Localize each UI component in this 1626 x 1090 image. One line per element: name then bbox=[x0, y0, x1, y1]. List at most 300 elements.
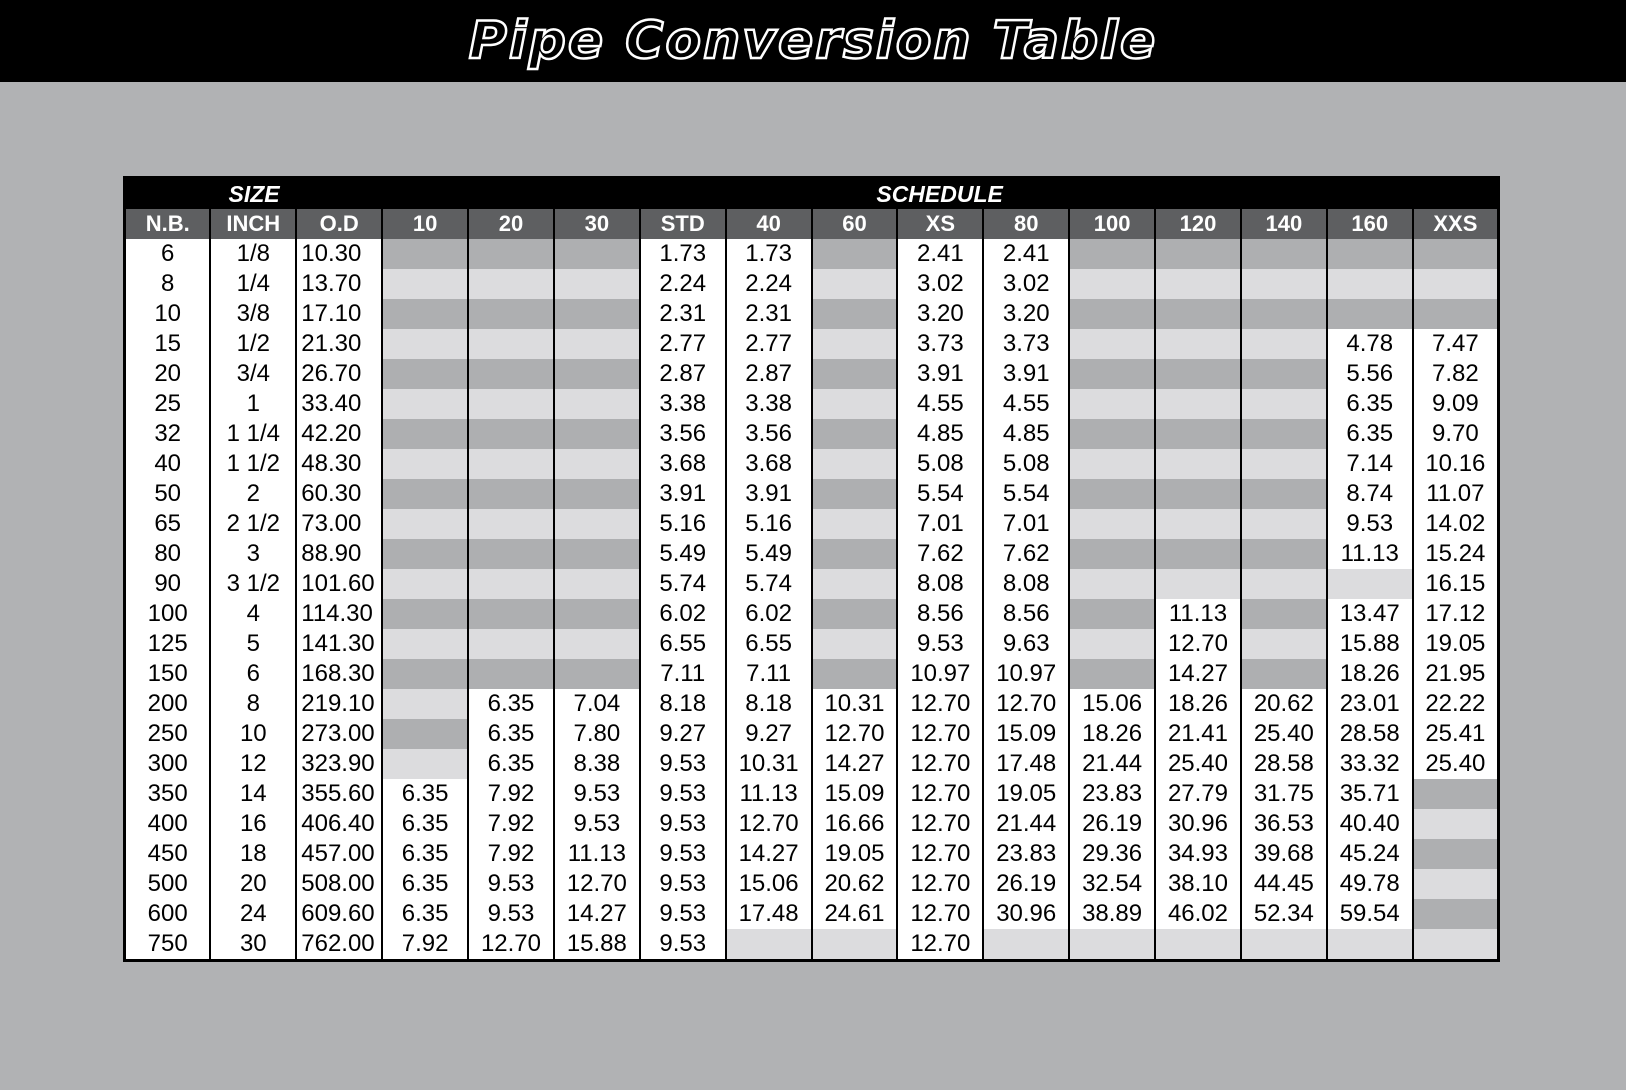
table-cell: 23.83 bbox=[983, 839, 1069, 869]
table-cell bbox=[1413, 299, 1499, 329]
table-cell: 323.90 bbox=[296, 749, 382, 779]
table-cell: 3.02 bbox=[983, 269, 1069, 299]
table-cell: 6 bbox=[210, 659, 296, 689]
table-cell: 9.70 bbox=[1413, 419, 1499, 449]
table-cell: 26.19 bbox=[1069, 809, 1155, 839]
table-cell: 355.60 bbox=[296, 779, 382, 809]
table-cell bbox=[812, 539, 898, 569]
table-cell: 9.53 bbox=[640, 779, 726, 809]
table-cell: 450 bbox=[125, 839, 211, 869]
table-cell: 52.34 bbox=[1241, 899, 1327, 929]
table-cell bbox=[812, 659, 898, 689]
table-cell: 12.70 bbox=[897, 839, 983, 869]
table-cell: 9.63 bbox=[983, 629, 1069, 659]
table-cell bbox=[1413, 269, 1499, 299]
table-cell: 6.55 bbox=[640, 629, 726, 659]
table-cell: 4.85 bbox=[983, 419, 1069, 449]
table-cell: 26.70 bbox=[296, 359, 382, 389]
table-cell bbox=[1327, 269, 1413, 299]
table-cell: 1.73 bbox=[640, 239, 726, 269]
table-cell: 20.62 bbox=[1241, 689, 1327, 719]
table-cell bbox=[1069, 239, 1155, 269]
table-cell: 8.18 bbox=[640, 689, 726, 719]
table-cell bbox=[468, 539, 554, 569]
table-cell: 8.08 bbox=[897, 569, 983, 599]
table-cell: 3/8 bbox=[210, 299, 296, 329]
table-cell bbox=[554, 659, 640, 689]
table-cell: 20 bbox=[210, 869, 296, 899]
table-cell bbox=[1069, 539, 1155, 569]
table-cell: 28.58 bbox=[1241, 749, 1327, 779]
table-cell: 1 1/2 bbox=[210, 449, 296, 479]
table-cell: 7.92 bbox=[382, 929, 468, 961]
table-cell bbox=[1069, 269, 1155, 299]
table-cell: 6.55 bbox=[726, 629, 812, 659]
table-cell: 12.70 bbox=[554, 869, 640, 899]
table-cell: 7.92 bbox=[468, 779, 554, 809]
table-cell: 150 bbox=[125, 659, 211, 689]
table-cell: 11.13 bbox=[726, 779, 812, 809]
table-row bbox=[125, 539, 1499, 569]
table-cell: 3.02 bbox=[897, 269, 983, 299]
table-cell: 400 bbox=[125, 809, 211, 839]
table-cell: 300 bbox=[125, 749, 211, 779]
table-cell: 19.05 bbox=[983, 779, 1069, 809]
table-cell bbox=[812, 299, 898, 329]
table-cell: 9.53 bbox=[897, 629, 983, 659]
table-cell bbox=[1155, 329, 1241, 359]
table-cell: 9.53 bbox=[1327, 509, 1413, 539]
table-cell bbox=[1241, 239, 1327, 269]
table-cell: 10 bbox=[210, 719, 296, 749]
size-group-header: SIZE bbox=[125, 178, 383, 210]
table-cell: 3.38 bbox=[640, 389, 726, 419]
table-cell: 3 1/2 bbox=[210, 569, 296, 599]
table-cell: 2.31 bbox=[640, 299, 726, 329]
table-cell: 7.11 bbox=[640, 659, 726, 689]
table-cell: 4.55 bbox=[983, 389, 1069, 419]
table-cell bbox=[1155, 299, 1241, 329]
table-cell: 49.78 bbox=[1327, 869, 1413, 899]
table-cell bbox=[468, 359, 554, 389]
table-cell bbox=[1155, 929, 1241, 961]
table-cell: 2.24 bbox=[726, 269, 812, 299]
table-cell: 7.92 bbox=[468, 839, 554, 869]
table-cell: 9.53 bbox=[640, 749, 726, 779]
table-cell: 14.27 bbox=[1155, 659, 1241, 689]
table-cell bbox=[1327, 569, 1413, 599]
table-cell: 6.35 bbox=[382, 809, 468, 839]
table-cell: 3.91 bbox=[983, 359, 1069, 389]
table-cell: 12.70 bbox=[897, 719, 983, 749]
table-cell: 19.05 bbox=[812, 839, 898, 869]
table-cell: 59.54 bbox=[1327, 899, 1413, 929]
table-cell bbox=[468, 329, 554, 359]
table-cell bbox=[1327, 929, 1413, 961]
table-cell: 45.24 bbox=[1327, 839, 1413, 869]
table-row bbox=[125, 299, 1499, 329]
table-cell: 750 bbox=[125, 929, 211, 961]
table-row bbox=[125, 359, 1499, 389]
table-row bbox=[125, 479, 1499, 509]
table-cell bbox=[1413, 869, 1499, 899]
table-cell: 3.91 bbox=[640, 479, 726, 509]
page-title: Pipe Conversion Table bbox=[468, 11, 1158, 71]
table-cell: 6 bbox=[125, 239, 211, 269]
table-cell: 6.35 bbox=[468, 719, 554, 749]
table-cell bbox=[983, 929, 1069, 961]
table-cell bbox=[382, 629, 468, 659]
table-body bbox=[125, 239, 1499, 961]
table-cell bbox=[554, 569, 640, 599]
table-cell bbox=[812, 419, 898, 449]
table-cell: 14 bbox=[210, 779, 296, 809]
schedule-group-header: SCHEDULE bbox=[382, 178, 1498, 210]
table-cell: 10.31 bbox=[812, 689, 898, 719]
table-cell: 12.70 bbox=[897, 689, 983, 719]
table-cell: 38.89 bbox=[1069, 899, 1155, 929]
table-cell: 11.07 bbox=[1413, 479, 1499, 509]
table-cell: 5.74 bbox=[726, 569, 812, 599]
table-cell: 26.19 bbox=[983, 869, 1069, 899]
table-cell: 2 1/2 bbox=[210, 509, 296, 539]
table-cell: 35.71 bbox=[1327, 779, 1413, 809]
table-cell: 3.91 bbox=[897, 359, 983, 389]
table-cell: 5.08 bbox=[983, 449, 1069, 479]
table-cell: 32 bbox=[125, 419, 211, 449]
table-cell: 25 bbox=[125, 389, 211, 419]
table-cell: 7.62 bbox=[983, 539, 1069, 569]
table-cell: 2.41 bbox=[983, 239, 1069, 269]
column-header: INCH bbox=[210, 209, 296, 239]
table-cell bbox=[554, 599, 640, 629]
table-cell: 6.02 bbox=[640, 599, 726, 629]
table-cell: 1 1/4 bbox=[210, 419, 296, 449]
table-cell: 7.01 bbox=[897, 509, 983, 539]
table-cell: 15.88 bbox=[1327, 629, 1413, 659]
table-cell: 5.08 bbox=[897, 449, 983, 479]
column-header: 80 bbox=[983, 209, 1069, 239]
table-cell: 14.27 bbox=[554, 899, 640, 929]
table-cell: 7.82 bbox=[1413, 359, 1499, 389]
table-cell: 31.75 bbox=[1241, 779, 1327, 809]
table-cell: 7.92 bbox=[468, 809, 554, 839]
table-cell: 11.13 bbox=[554, 839, 640, 869]
table-cell: 15.24 bbox=[1413, 539, 1499, 569]
table-cell bbox=[1241, 329, 1327, 359]
table-row bbox=[125, 629, 1499, 659]
title-bar bbox=[0, 0, 1626, 82]
column-header: 120 bbox=[1155, 209, 1241, 239]
table-cell: 8 bbox=[210, 689, 296, 719]
column-header: XS bbox=[897, 209, 983, 239]
table-cell: 50 bbox=[125, 479, 211, 509]
table-cell: 12.70 bbox=[897, 929, 983, 961]
table-cell bbox=[1155, 539, 1241, 569]
table-cell bbox=[554, 449, 640, 479]
table-cell: 3.56 bbox=[726, 419, 812, 449]
table-cell: 500 bbox=[125, 869, 211, 899]
table-cell bbox=[1069, 449, 1155, 479]
table-cell: 39.68 bbox=[1241, 839, 1327, 869]
table-cell bbox=[1413, 899, 1499, 929]
table-cell bbox=[554, 269, 640, 299]
table-row bbox=[125, 869, 1499, 899]
table-cell: 12.70 bbox=[897, 869, 983, 899]
table-cell: 7.04 bbox=[554, 689, 640, 719]
table-cell: 10.16 bbox=[1413, 449, 1499, 479]
table-cell: 33.32 bbox=[1327, 749, 1413, 779]
column-header: 140 bbox=[1241, 209, 1327, 239]
table-cell: 88.90 bbox=[296, 539, 382, 569]
table-cell: 23.83 bbox=[1069, 779, 1155, 809]
table-cell: 8.74 bbox=[1327, 479, 1413, 509]
table-cell: 219.10 bbox=[296, 689, 382, 719]
table-cell: 90 bbox=[125, 569, 211, 599]
table-cell bbox=[382, 719, 468, 749]
table-cell: 40 bbox=[125, 449, 211, 479]
table-cell: 65 bbox=[125, 509, 211, 539]
table-cell: 101.60 bbox=[296, 569, 382, 599]
table-cell: 4.85 bbox=[897, 419, 983, 449]
table-cell: 17.48 bbox=[983, 749, 1069, 779]
table-row bbox=[125, 779, 1499, 809]
table-cell bbox=[1069, 299, 1155, 329]
table-cell: 3.20 bbox=[983, 299, 1069, 329]
table-cell: 7.62 bbox=[897, 539, 983, 569]
table-cell bbox=[1069, 599, 1155, 629]
table-cell: 3/4 bbox=[210, 359, 296, 389]
table-cell bbox=[468, 389, 554, 419]
table-cell: 25.41 bbox=[1413, 719, 1499, 749]
table-cell: 100 bbox=[125, 599, 211, 629]
table-cell: 44.45 bbox=[1241, 869, 1327, 899]
table-cell bbox=[1413, 239, 1499, 269]
table-row bbox=[125, 809, 1499, 839]
table-cell: 9.53 bbox=[640, 869, 726, 899]
table-cell bbox=[382, 659, 468, 689]
table-cell: 9.53 bbox=[468, 869, 554, 899]
table-cell: 273.00 bbox=[296, 719, 382, 749]
table-cell: 8.56 bbox=[897, 599, 983, 629]
table-cell bbox=[468, 599, 554, 629]
table-row bbox=[125, 749, 1499, 779]
table-cell bbox=[554, 479, 640, 509]
table-cell: 20 bbox=[125, 359, 211, 389]
table-cell bbox=[1069, 419, 1155, 449]
table-cell bbox=[1069, 479, 1155, 509]
table-cell: 5.54 bbox=[983, 479, 1069, 509]
table-cell bbox=[1241, 269, 1327, 299]
table-cell: 8.56 bbox=[983, 599, 1069, 629]
table-cell: 11.13 bbox=[1327, 539, 1413, 569]
table-row bbox=[125, 899, 1499, 929]
table-container bbox=[123, 176, 1500, 962]
table-cell bbox=[382, 449, 468, 479]
table-cell: 42.20 bbox=[296, 419, 382, 449]
table-cell: 16.66 bbox=[812, 809, 898, 839]
table-cell: 22.22 bbox=[1413, 689, 1499, 719]
table-cell: 12.70 bbox=[1155, 629, 1241, 659]
table-cell: 6.35 bbox=[382, 779, 468, 809]
table-cell bbox=[382, 509, 468, 539]
table-cell bbox=[554, 419, 640, 449]
table-row bbox=[125, 269, 1499, 299]
table-cell: 9.53 bbox=[554, 809, 640, 839]
table-cell: 48.30 bbox=[296, 449, 382, 479]
table-cell bbox=[1069, 509, 1155, 539]
table-cell: 18.26 bbox=[1155, 689, 1241, 719]
table-cell: 5.49 bbox=[726, 539, 812, 569]
table-cell: 7.11 bbox=[726, 659, 812, 689]
table-cell bbox=[1241, 629, 1327, 659]
table-cell: 3.91 bbox=[726, 479, 812, 509]
table-cell: 14.27 bbox=[812, 749, 898, 779]
table-cell: 30 bbox=[210, 929, 296, 961]
table-cell: 30.96 bbox=[1155, 809, 1241, 839]
table-cell: 12.70 bbox=[468, 929, 554, 961]
table-cell: 11.13 bbox=[1155, 599, 1241, 629]
table-cell: 16.15 bbox=[1413, 569, 1499, 599]
table-cell: 1/4 bbox=[210, 269, 296, 299]
table-cell: 21.44 bbox=[1069, 749, 1155, 779]
table-cell bbox=[468, 659, 554, 689]
table-cell: 3.73 bbox=[983, 329, 1069, 359]
table-cell bbox=[1241, 359, 1327, 389]
table-cell: 7.47 bbox=[1413, 329, 1499, 359]
table-row bbox=[125, 239, 1499, 269]
table-cell bbox=[382, 329, 468, 359]
table-cell: 24.61 bbox=[812, 899, 898, 929]
table-cell: 6.35 bbox=[468, 689, 554, 719]
table-cell: 23.01 bbox=[1327, 689, 1413, 719]
table-cell bbox=[382, 599, 468, 629]
column-header: STD bbox=[640, 209, 726, 239]
table-cell: 3.38 bbox=[726, 389, 812, 419]
table-cell: 12.70 bbox=[897, 749, 983, 779]
table-cell bbox=[1241, 299, 1327, 329]
column-header: 100 bbox=[1069, 209, 1155, 239]
table-cell: 10.30 bbox=[296, 239, 382, 269]
table-cell: 15.09 bbox=[812, 779, 898, 809]
table-cell: 3.73 bbox=[897, 329, 983, 359]
table-cell: 2.31 bbox=[726, 299, 812, 329]
table-cell: 25.40 bbox=[1155, 749, 1241, 779]
table-cell: 114.30 bbox=[296, 599, 382, 629]
table-cell: 1.73 bbox=[726, 239, 812, 269]
table-cell: 32.54 bbox=[1069, 869, 1155, 899]
table-cell bbox=[812, 599, 898, 629]
group-header-row bbox=[125, 178, 1499, 210]
table-cell: 5.56 bbox=[1327, 359, 1413, 389]
table-cell bbox=[1155, 389, 1241, 419]
table-cell: 2.41 bbox=[897, 239, 983, 269]
table-cell bbox=[1241, 659, 1327, 689]
table-cell: 15.06 bbox=[1069, 689, 1155, 719]
table-cell bbox=[812, 359, 898, 389]
table-cell: 17.48 bbox=[726, 899, 812, 929]
table-cell: 5.16 bbox=[640, 509, 726, 539]
table-cell bbox=[1069, 929, 1155, 961]
table-cell: 10.97 bbox=[897, 659, 983, 689]
table-cell: 3.56 bbox=[640, 419, 726, 449]
table-cell: 18.26 bbox=[1069, 719, 1155, 749]
table-row bbox=[125, 449, 1499, 479]
table-cell: 6.35 bbox=[382, 869, 468, 899]
table-cell: 29.36 bbox=[1069, 839, 1155, 869]
table-row bbox=[125, 329, 1499, 359]
table-cell: 80 bbox=[125, 539, 211, 569]
table-row bbox=[125, 419, 1499, 449]
column-header: N.B. bbox=[125, 209, 211, 239]
table-cell: 762.00 bbox=[296, 929, 382, 961]
table-cell: 18 bbox=[210, 839, 296, 869]
table-cell bbox=[382, 299, 468, 329]
table-cell bbox=[1241, 599, 1327, 629]
column-header: 30 bbox=[554, 209, 640, 239]
table-cell: 12.70 bbox=[897, 809, 983, 839]
table-cell: 5.54 bbox=[897, 479, 983, 509]
pipe-conversion-table bbox=[123, 176, 1500, 962]
table-cell: 2 bbox=[210, 479, 296, 509]
table-cell bbox=[382, 239, 468, 269]
table-cell: 8.38 bbox=[554, 749, 640, 779]
table-cell: 34.93 bbox=[1155, 839, 1241, 869]
table-cell bbox=[468, 569, 554, 599]
column-header: 10 bbox=[382, 209, 468, 239]
table-cell: 2.77 bbox=[726, 329, 812, 359]
table-cell: 17.10 bbox=[296, 299, 382, 329]
table-cell: 38.10 bbox=[1155, 869, 1241, 899]
table-cell bbox=[726, 929, 812, 961]
table-cell: 3 bbox=[210, 539, 296, 569]
column-header-row bbox=[125, 209, 1499, 239]
table-cell: 4 bbox=[210, 599, 296, 629]
table-cell bbox=[812, 509, 898, 539]
table-cell: 10.97 bbox=[983, 659, 1069, 689]
table-row bbox=[125, 929, 1499, 961]
table-cell bbox=[468, 629, 554, 659]
table-cell bbox=[554, 239, 640, 269]
table-row bbox=[125, 509, 1499, 539]
table-cell bbox=[554, 539, 640, 569]
table-cell: 250 bbox=[125, 719, 211, 749]
table-cell bbox=[1069, 329, 1155, 359]
table-row bbox=[125, 599, 1499, 629]
table-cell: 33.40 bbox=[296, 389, 382, 419]
table-cell bbox=[382, 419, 468, 449]
table-cell: 6.35 bbox=[382, 899, 468, 929]
table-cell: 9.53 bbox=[640, 839, 726, 869]
table-cell: 3.20 bbox=[897, 299, 983, 329]
table-cell: 36.53 bbox=[1241, 809, 1327, 839]
table-cell bbox=[1327, 299, 1413, 329]
table-cell: 457.00 bbox=[296, 839, 382, 869]
table-cell bbox=[554, 299, 640, 329]
table-cell: 3.68 bbox=[640, 449, 726, 479]
table-cell bbox=[468, 449, 554, 479]
table-cell bbox=[1069, 659, 1155, 689]
table-cell bbox=[468, 419, 554, 449]
table-cell bbox=[1069, 389, 1155, 419]
table-cell: 19.05 bbox=[1413, 629, 1499, 659]
table-cell bbox=[1069, 359, 1155, 389]
table-cell: 24 bbox=[210, 899, 296, 929]
table-cell: 13.70 bbox=[296, 269, 382, 299]
table-cell: 73.00 bbox=[296, 509, 382, 539]
table-cell: 4.78 bbox=[1327, 329, 1413, 359]
table-cell bbox=[1327, 239, 1413, 269]
